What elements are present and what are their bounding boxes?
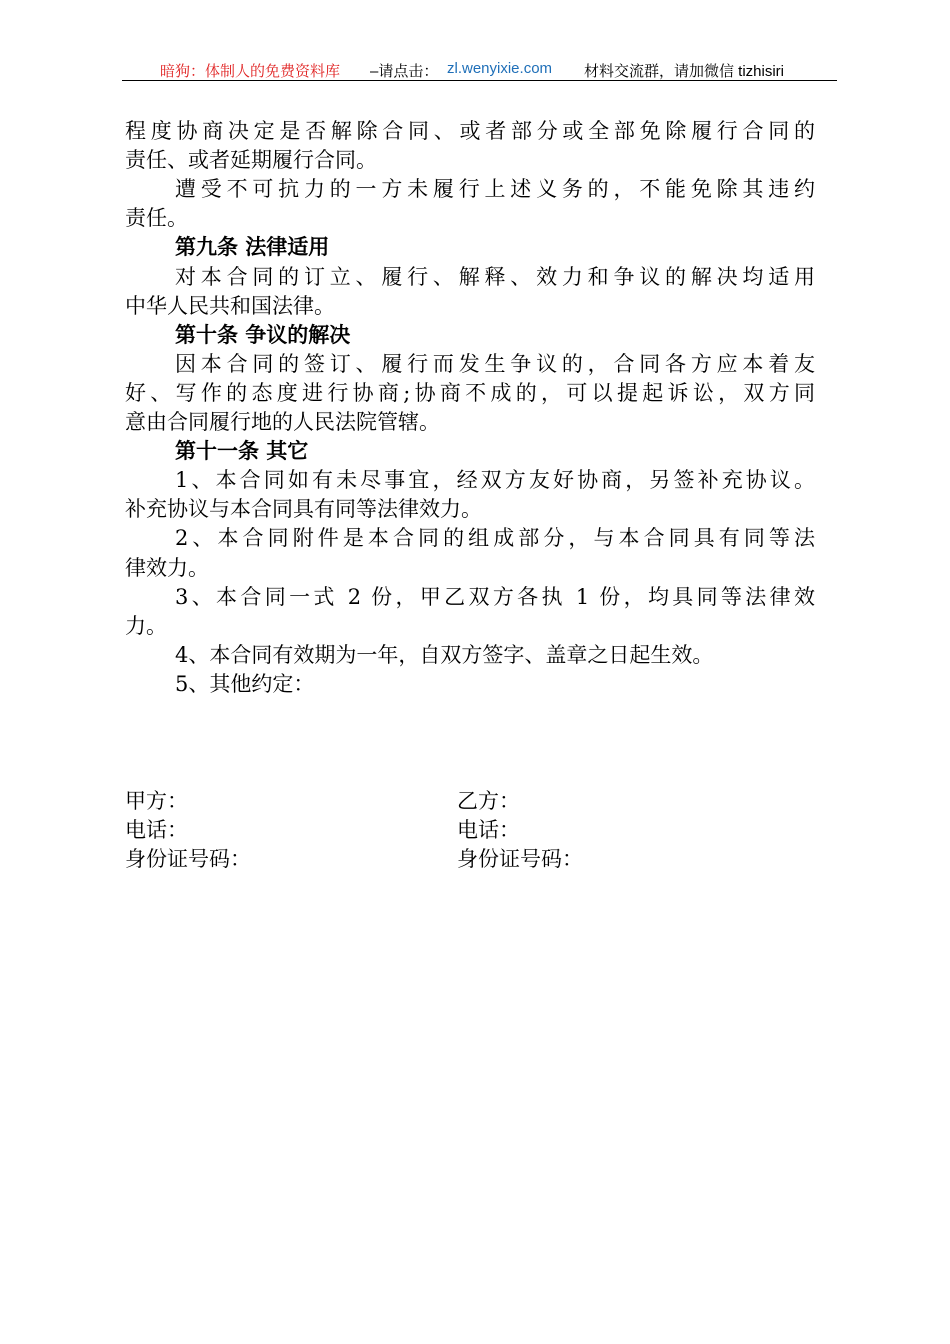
section-heading: 第十条 争议的解决 (175, 322, 351, 347)
header-contact: 材料交流群，请加微信 tizhisiri (584, 63, 785, 80)
paragraph-line: 力。 (125, 613, 167, 638)
paragraph-line: 责任、或者延期履行合同。 (125, 148, 377, 173)
page-header (122, 58, 837, 81)
section-heading: 第九条 法律适用 (175, 235, 330, 260)
paragraph-line: 4、本合同有效期为一年，自双方签字、盖章之日起生效。 (175, 642, 714, 667)
header-title: 暗狗：体制人的免费资料库 (160, 63, 341, 80)
party-a-id: 身份证号码： (125, 847, 251, 871)
paragraph-line: 责任。 (125, 206, 188, 231)
header-link[interactable]: zl.wenyixie.com (447, 60, 553, 77)
paragraph-line: 中华人民共和国法律。 (125, 293, 335, 318)
party-a-label: 甲方： (125, 789, 188, 813)
paragraph-line: 程度协商决定是否解除合同、或者部分或全部免除履行合同的 (125, 119, 815, 143)
paragraph-line: 2、本合同附件是本合同的组成部分，与本合同具有同等法 (175, 526, 815, 551)
party-b-phone: 电话： (457, 818, 520, 842)
party-b-block (457, 787, 583, 874)
paragraph-line: 3、本合同一式 2 份，甲乙双方各执 1 份，均具同等法律效 (175, 584, 815, 609)
paragraph-line: 1、本合同如有未尽事宜，经双方友好协商，另签补充协议。 (175, 468, 815, 493)
section-heading: 第十一条 其它 (175, 439, 309, 464)
paragraph-line: 意由合同履行地的人民法院管辖。 (125, 410, 440, 434)
paragraph-line: 补充协议与本合同具有同等法律效力。 (125, 497, 482, 522)
party-a-phone: 电话： (125, 818, 188, 842)
party-b-label: 乙方： (457, 789, 520, 813)
paragraph-line: 对本合同的订立、履行、解释、效力和争议的解决均适用 (175, 264, 815, 289)
paragraph-line: 遭受不可抗力的一方未履行上述义务的，不能免除其违约 (175, 177, 815, 202)
party-b-id: 身份证号码： (457, 847, 583, 871)
paragraph-line: 律效力。 (125, 555, 209, 580)
paragraph-line: 因本合同的签订、履行而发生争议的，合同各方应本着友 (175, 351, 815, 376)
party-a-block (125, 787, 251, 874)
header-prompt: –请点击： (370, 63, 439, 80)
paragraph-line: 5、其他约定： (175, 671, 315, 696)
paragraph-line: 好、写作的态度进行协商;协商不成的，可以提起诉讼，双方同 (125, 380, 815, 405)
